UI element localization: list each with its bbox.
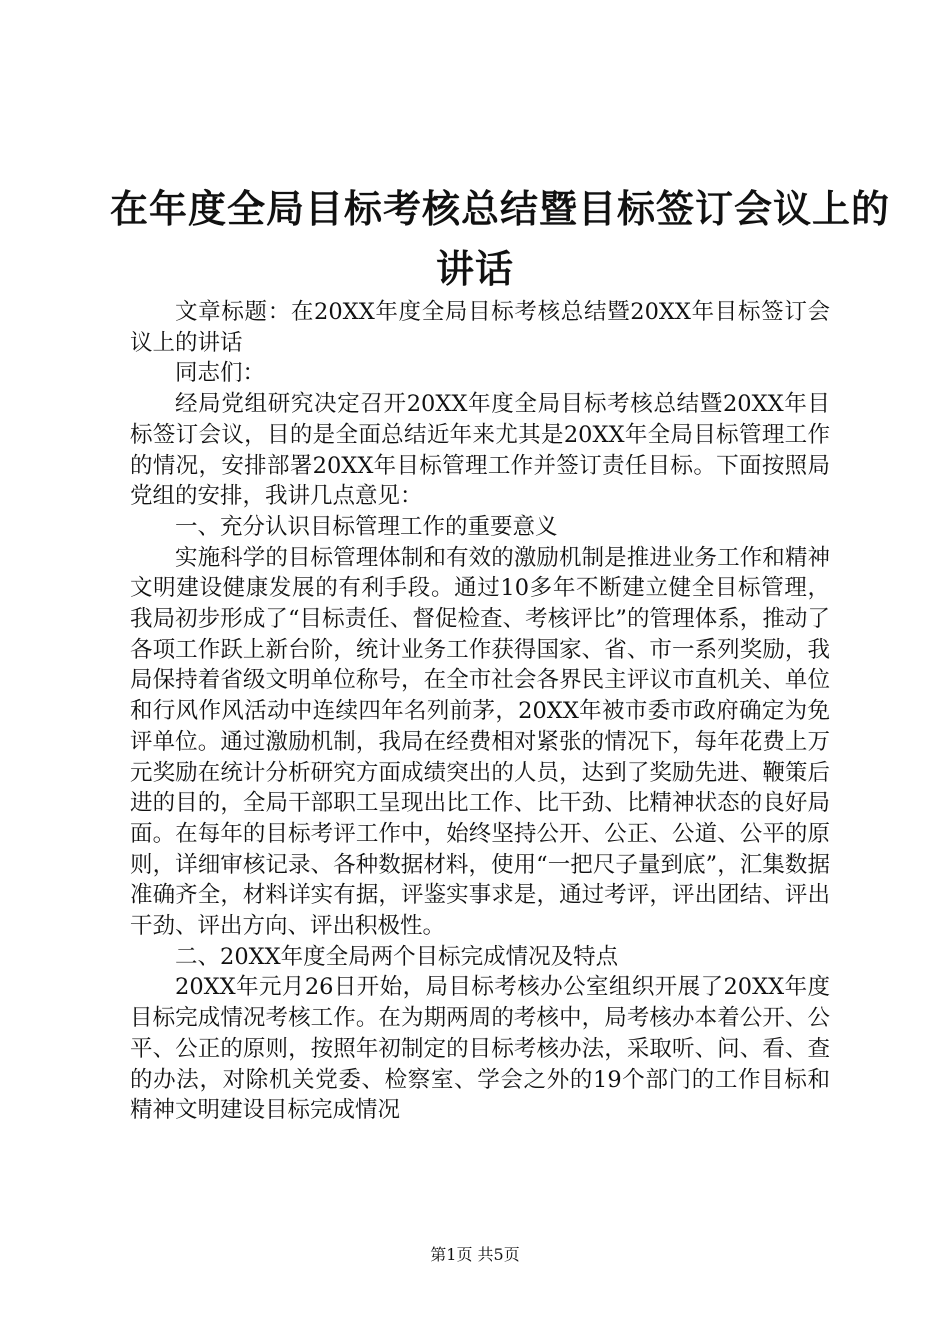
document-title-line-1: 在年度全局目标考核总结暨目标签订会议上的 [110,187,891,231]
section-2-paragraph: 20XX年元月26日开始，局目标考核办公室组织开展了20XX年度目标完成情况考核工作。在为期两周的考核中，局考核办本着公开、公平、公正的原则，按照年初制定的目标考核办法，采取听、问、看、查的办法，对除机关党委、检察室、学会之外的19个部门的工作目标和精神文明建设目标完成情况 [130,974,830,1124]
section-1-paragraph: 实施科学的目标管理体制和有效的激励机制是推进业务工作和精神文明建设健康发展的有利手段。通过10多年不断建立健全目标管理，我局初步形成了“目标责任、督促检查、考核评比”的管理体系，推动了各项工作跃上新台阶，统计业务工作获得国家、省、市一系列奖励，我局保持着省级文明单位称号，在全市社会各界民主评议市直机关、单位和行风作风活动中连续四年名列前茅，20XX年被市委市政府确定为免评单位。通过激励机制，我局在经费相对紧张的情况下，每年花费上万元奖励在统计分析研究方面成绩突出的人员，达到了奖励先进、鞭策后进的目的，全局干部职工呈现出比工作、比干劲、比精神状态的良好局面。在每年的目标考评工作中，始终坚持公开、公正、公道、公平的原则，详细审核记录、各种数据材料，使用“一把尺子量到底”，汇集数据准确齐全，材料详实有据，评鉴实事求是，通过考评，评出团结、评出干劲、评出方向、评出积极性。 [130,544,830,940]
article-title-paragraph: 文章标题：在20XX年度全局目标考核总结暨20XX年目标签订会议上的讲话 [130,299,830,356]
intro-paragraph: 经局党组研究决定召开20XX年度全局目标考核总结暨20XX年目标签订会议，目的是全面总结近年来尤其是20XX年全局目标管理工作的情况，安排部署20XX年目标管理工作并签订责任目标。下面按照局党组的安排，我讲几点意见： [130,391,830,510]
section-heading-2: 二、20XX年度全局两个目标完成情况及特点 [175,943,619,970]
page-footer: 第1页 共5页 [430,1245,520,1264]
document-title-line-2: 讲话 [435,247,514,291]
document-body [130,297,830,1126]
salutation-paragraph: 同志们： [175,360,266,387]
section-heading-1: 一、充分认识目标管理工作的重要意义 [175,513,558,540]
